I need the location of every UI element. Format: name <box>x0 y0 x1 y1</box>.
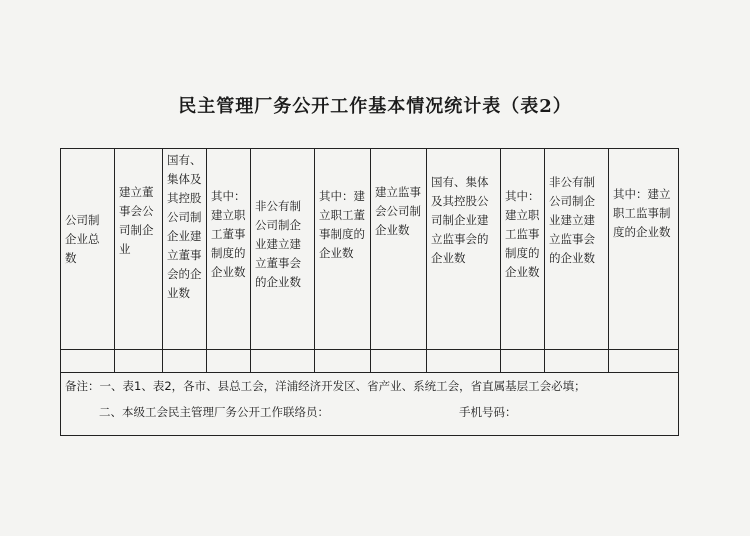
header-cell-supervisory-companies <box>371 149 427 350</box>
header-cell-state-owned-board <box>163 149 207 350</box>
header-cell-board-companies <box>115 149 163 350</box>
header-cell-state-owned-supervisory <box>427 149 501 350</box>
data-cell[interactable] <box>251 350 315 373</box>
header-cell-employee-director <box>207 149 251 350</box>
data-cell[interactable] <box>207 350 251 373</box>
data-cell[interactable] <box>545 350 609 373</box>
data-entry-row <box>61 350 679 373</box>
notes-cell <box>61 373 679 436</box>
header-label: 国有、集体及其控股公司制企业建立监事会的企业数 <box>431 175 489 265</box>
header-cell-employee-supervisor <box>501 149 545 350</box>
phone-label: 手机号码： <box>459 405 517 419</box>
statistics-table-wrapper <box>60 148 678 436</box>
header-cell-private-employee-supervisor <box>609 149 679 350</box>
header-label: 其中：建立职工董事制度的企业数 <box>319 189 365 260</box>
data-cell[interactable] <box>315 350 371 373</box>
header-label: 国有、集体及其控股公司制企业建立董事会的企业数 <box>167 153 202 300</box>
data-cell[interactable] <box>115 350 163 373</box>
header-label: 非公有制公司制企业建立建立董事会的企业数 <box>255 199 301 289</box>
data-cell[interactable] <box>609 350 679 373</box>
data-cell[interactable] <box>427 350 501 373</box>
notes-row <box>61 373 679 436</box>
header-cell-private-supervisory <box>545 149 609 350</box>
statistics-table <box>60 148 679 436</box>
note-line-1: 备注：一、表1、表2，各市、县总工会，洋浦经济开发区、省产业、系统工会，省直属基层工会必填； <box>65 379 586 393</box>
header-label: 其中：建立职工董事制度的企业数 <box>211 189 246 279</box>
header-row <box>61 149 679 350</box>
note-line-2: 二、本级工会民主管理厂务公开工作联络员： <box>99 405 329 419</box>
header-cell-private-employee-director <box>315 149 371 350</box>
header-label: 其中：建立职工监事制度的企业数 <box>613 187 671 239</box>
header-label: 建立董事会公司制企业 <box>119 185 154 256</box>
header-label: 建立监事会公司制企业数 <box>375 185 421 237</box>
data-cell[interactable] <box>61 350 115 373</box>
header-label: 其中：建立职工监事制度的企业数 <box>505 189 540 279</box>
data-cell[interactable] <box>163 350 207 373</box>
header-cell-private-board <box>251 149 315 350</box>
data-cell[interactable] <box>501 350 545 373</box>
page-title: 民主管理厂务公开工作基本情况统计表（表2） <box>178 96 572 117</box>
header-label: 公司制企业总数 <box>65 213 100 265</box>
header-label: 非公有制公司制企业建立建立监事会的企业数 <box>549 175 595 265</box>
data-cell[interactable] <box>371 350 427 373</box>
header-cell-total-companies <box>61 149 115 350</box>
